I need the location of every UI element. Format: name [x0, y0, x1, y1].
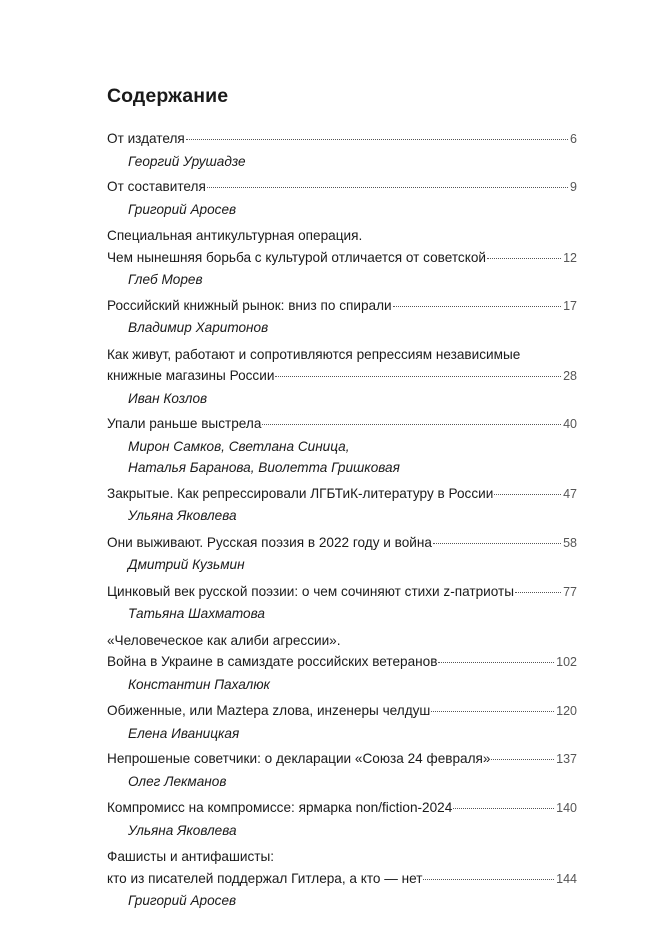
entry-author: Глеб Морев — [128, 272, 203, 287]
page-number: 120 — [556, 704, 577, 718]
entry-title-line: Фашисты и антифашисты: — [107, 849, 275, 864]
toc-entry — [107, 176, 577, 220]
entry-title-line: Обиженные, или Maztepa zлова, инzенеры челдуш — [107, 703, 431, 718]
entry-title-line: кто из писателей поддержал Гитлера, а кто — нет — [107, 870, 423, 886]
dot-leader — [262, 424, 561, 425]
toc-entry — [107, 413, 577, 479]
page-number: 58 — [563, 535, 577, 550]
entry-title-row — [107, 483, 577, 506]
entry-title-row — [107, 128, 577, 151]
dot-leader — [433, 543, 561, 544]
toc-list — [107, 128, 577, 912]
page-number: 102 — [556, 655, 577, 669]
entry-title-row — [107, 532, 577, 555]
dot-leader — [494, 494, 561, 495]
entry-title-line: Война в Украине в самиздате российских ветеранов — [107, 654, 438, 669]
entry-title-line: От составителя — [107, 179, 206, 194]
dot-leader — [438, 662, 554, 663]
entry-title-row — [107, 868, 577, 891]
entry-author: Мирон Самков, Светлана Синица, — [128, 438, 350, 454]
entry-title-row — [107, 651, 577, 674]
entry-author: Елена Иваницкая — [128, 725, 240, 741]
entry-title-row — [107, 247, 577, 270]
entry-author: Григорий Аросев — [128, 201, 237, 217]
entry-author: Владимир Харитонов — [128, 320, 269, 335]
toc-entry — [107, 483, 577, 527]
toc-entry — [107, 846, 577, 912]
entry-title-row — [107, 700, 577, 723]
entry-title-row — [107, 413, 577, 436]
entry-author: Ульяна Яковлева — [128, 508, 237, 523]
toc-entry — [107, 128, 577, 172]
toc-entry — [107, 797, 577, 841]
toc-entry — [107, 532, 577, 576]
entry-title-line: Компромисс на компромиссе: ярмарка non/fiction-2024 — [107, 800, 453, 815]
entry-title-line: книжные магазины России — [107, 368, 275, 383]
entry-title-row — [107, 797, 577, 820]
entry-title-line: Цинковый век русской поэзии: о чем сочиняют стихи z-патриоты — [107, 583, 515, 599]
entry-title-row — [107, 581, 577, 604]
dot-leader — [431, 711, 554, 712]
entry-title-line: Непрошеные советчики: о декларации «Союза 24 февраля» — [107, 751, 491, 766]
entry-author: Татьяна Шахматова — [128, 606, 265, 621]
entry-title-row — [107, 748, 577, 771]
dot-leader — [491, 759, 554, 760]
page-number: 137 — [556, 752, 577, 766]
entry-title-line: «Человеческое как алиби агрессии». — [107, 632, 341, 648]
entry-title-line: Упали раньше выстрела — [107, 416, 262, 431]
page-number: 6 — [570, 132, 577, 146]
dot-leader — [275, 376, 561, 377]
entry-author: Григорий Аросев — [128, 893, 237, 908]
dot-leader — [515, 592, 561, 593]
toc-entry — [107, 630, 577, 696]
toc-entry — [107, 295, 577, 339]
dot-leader — [393, 306, 561, 307]
entry-title-line: Российский книжный рынок: вниз по спирали — [107, 297, 392, 313]
dot-leader — [186, 139, 568, 140]
entry-title-row — [107, 365, 577, 388]
entry-author: Константин Пахалюк — [128, 676, 270, 692]
toc-entry — [107, 344, 577, 410]
entry-author: Наталья Баранова, Виолетта Гришковая — [128, 460, 400, 475]
entry-title-row — [107, 295, 577, 318]
page-number: 140 — [556, 801, 577, 815]
page-number: 12 — [563, 250, 577, 265]
entry-title-line: Чем нынешняя борьба с культурой отличается от советской — [107, 249, 486, 265]
toc-entry — [107, 748, 577, 792]
entry-author: Олег Лекманов — [128, 773, 227, 789]
page-number: 144 — [556, 871, 577, 886]
entry-author: Ульяна Яковлева — [128, 822, 237, 838]
entry-author: Дмитрий Кузьмин — [128, 557, 245, 572]
page-number: 17 — [563, 298, 577, 313]
entry-author: Георгий Урушадзе — [128, 153, 246, 169]
dot-leader — [207, 187, 568, 188]
dot-leader — [453, 808, 554, 809]
page-number: 40 — [563, 417, 577, 431]
dot-leader — [487, 258, 561, 259]
page-number: 28 — [563, 369, 577, 383]
toc-entry — [107, 700, 577, 744]
page-number: 47 — [563, 486, 577, 501]
entry-title-line: Как живут, работают и сопротивляются репрессиям независимые — [107, 346, 521, 362]
page-number: 77 — [563, 584, 577, 599]
entry-title-row — [107, 176, 577, 199]
toc-entry — [107, 581, 577, 625]
toc-entry — [107, 225, 577, 291]
page-number: 9 — [570, 180, 577, 194]
dot-leader — [423, 879, 554, 880]
entry-title-line: Они выживают. Русская поэзия в 2022 году и война — [107, 534, 432, 550]
entry-title-line: Специальная антикультурная операция. — [107, 228, 363, 243]
entry-title-line: От издателя — [107, 131, 185, 146]
entry-author: Иван Козлов — [128, 390, 208, 406]
entry-title-line: Закрытые. Как репрессировали ЛГБТиК-литературу в России — [107, 485, 494, 501]
toc-heading: Содержание — [107, 85, 229, 107]
